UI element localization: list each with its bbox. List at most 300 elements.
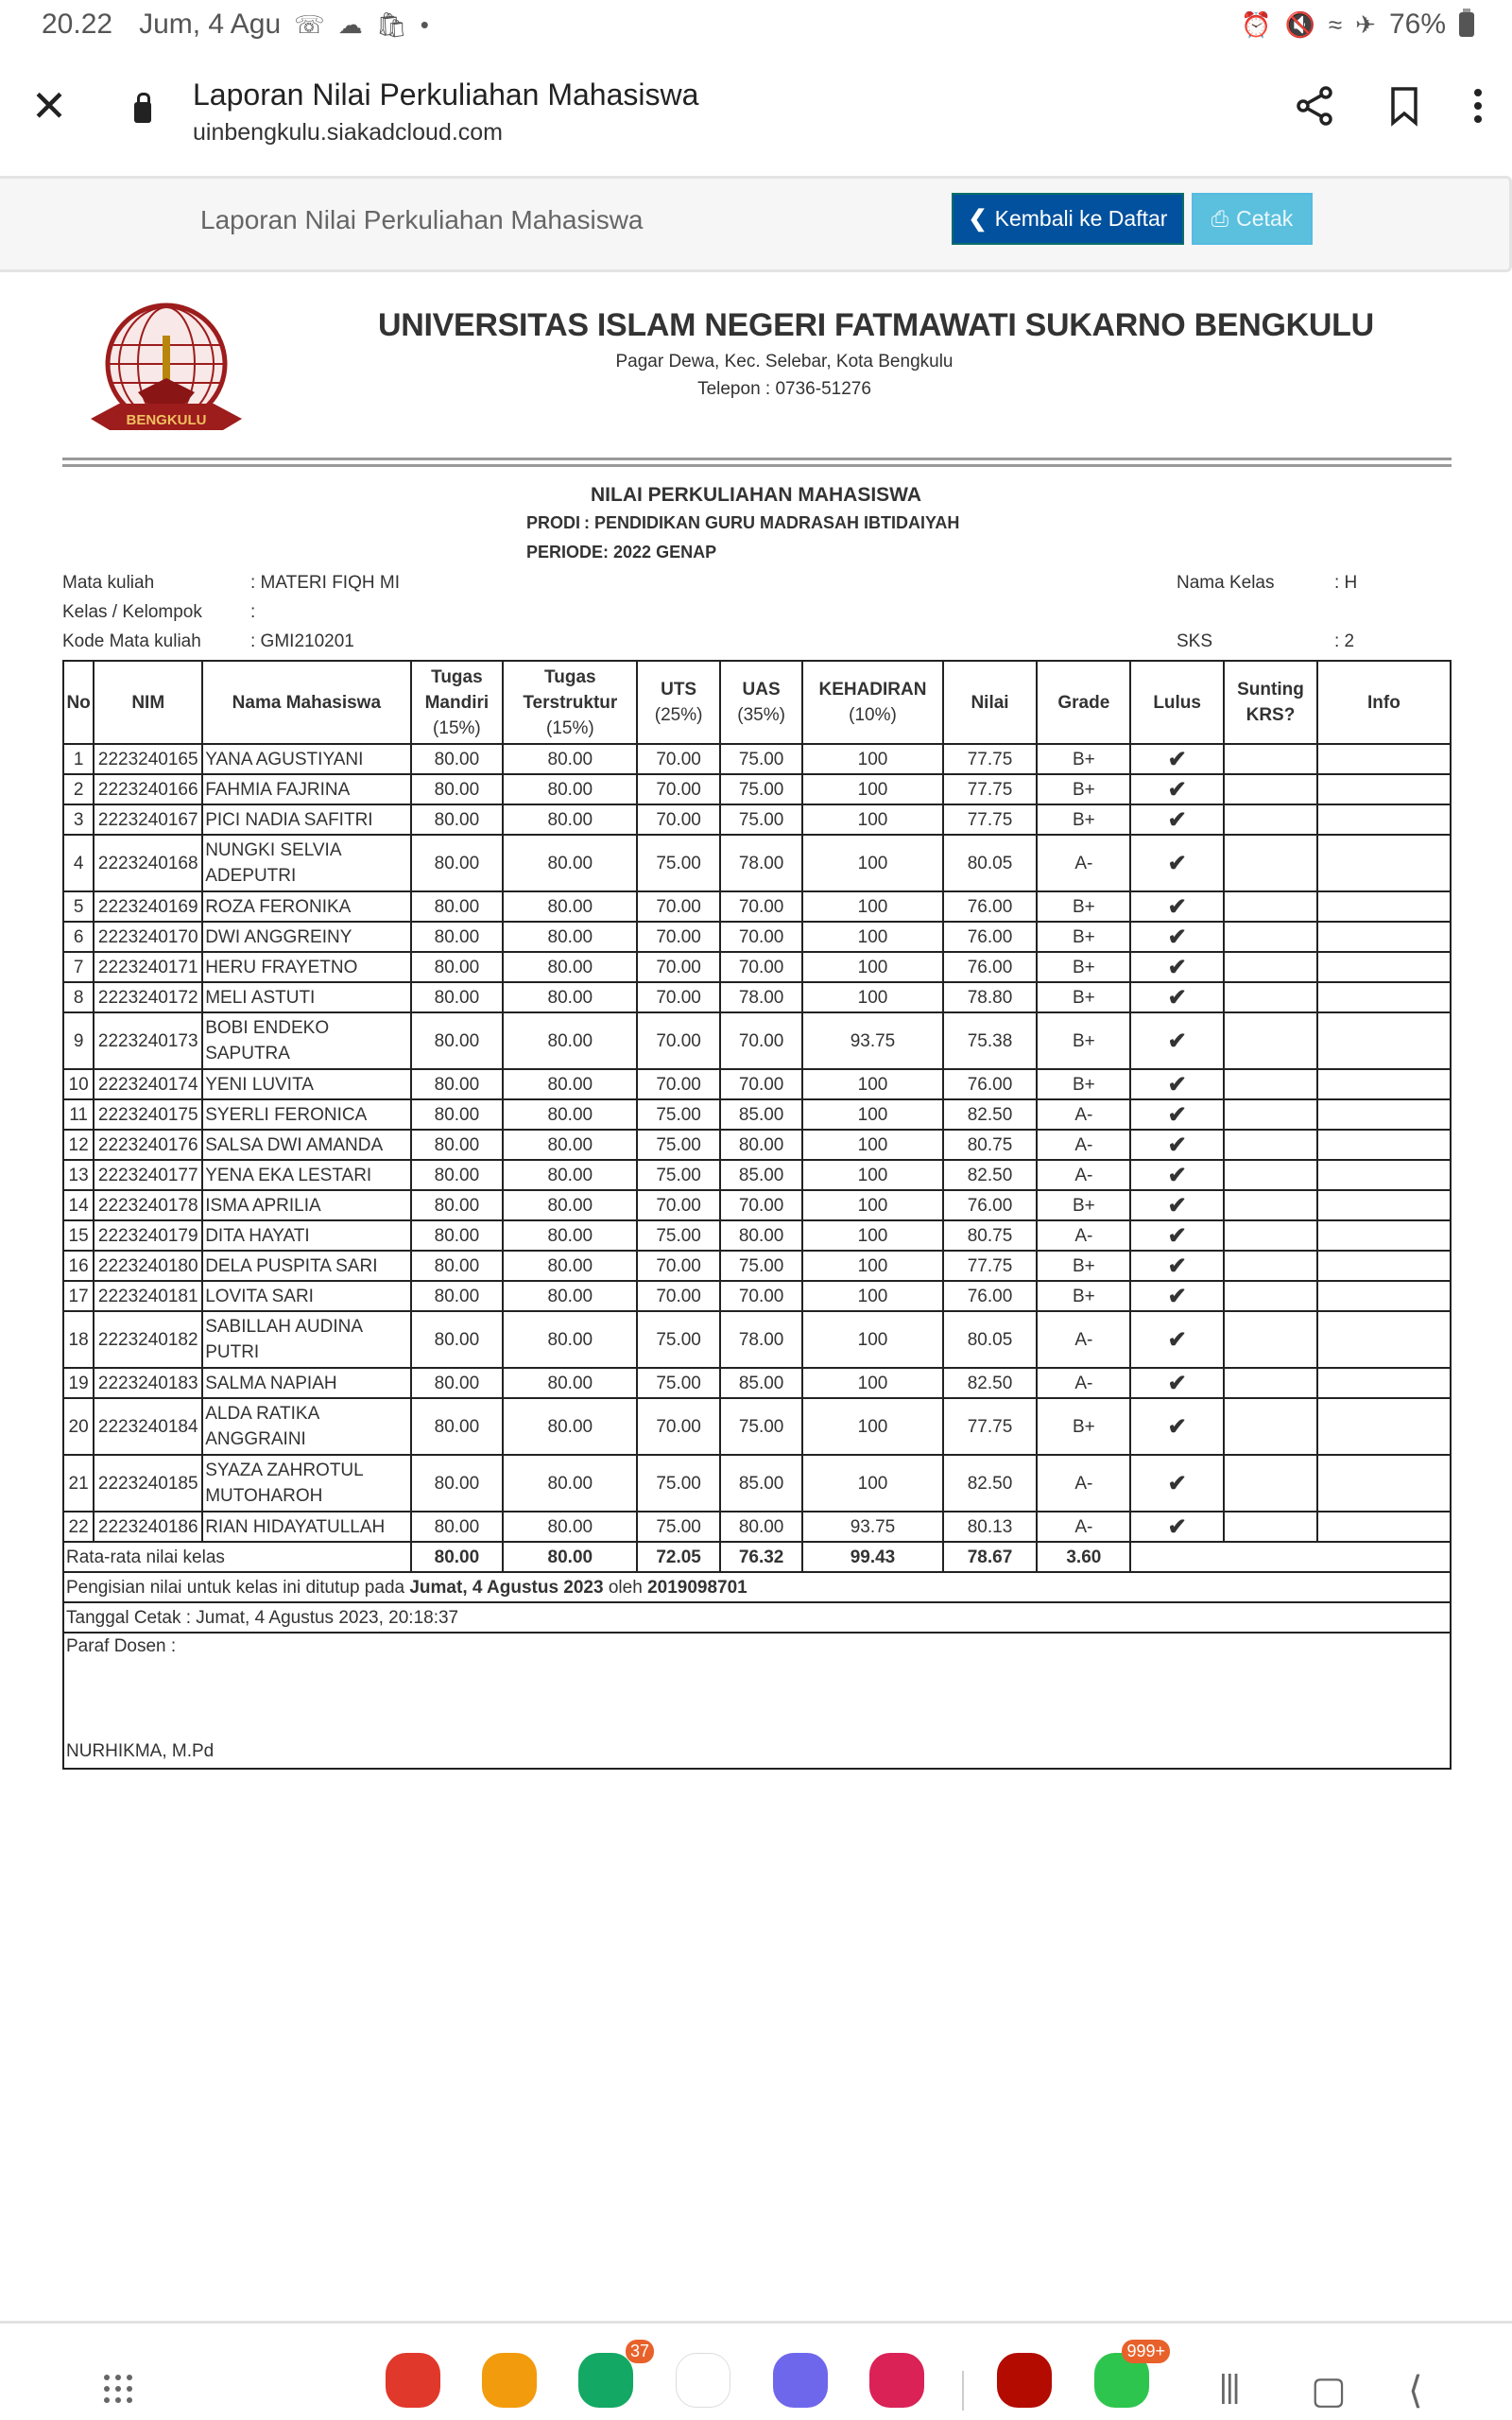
cell-tugas-terstruktur: 80.00 bbox=[503, 1130, 637, 1160]
cell-info bbox=[1317, 922, 1451, 952]
col-header-sunting-krs: Sunting KRS? bbox=[1224, 661, 1317, 744]
cell-nim: 2223240175 bbox=[94, 1099, 202, 1130]
cell-nim: 2223240184 bbox=[94, 1398, 202, 1455]
cell-nama: YENI LUVITA bbox=[202, 1069, 410, 1099]
wifi-icon: ≈ bbox=[1328, 9, 1343, 39]
cell-nama: SALSA DWI AMANDA bbox=[202, 1130, 410, 1160]
periode-line: PERIODE: 2022 GENAP bbox=[526, 543, 717, 562]
cell-nim: 2223240183 bbox=[94, 1368, 202, 1398]
cell-sunting-krs bbox=[1224, 1311, 1317, 1368]
cell-grade: B+ bbox=[1037, 922, 1130, 952]
cell-kehadiran: 100 bbox=[802, 1455, 942, 1512]
passed-check-icon: ✔ bbox=[1130, 1398, 1224, 1455]
table-row bbox=[63, 891, 1451, 922]
cell-tugas-terstruktur: 80.00 bbox=[503, 1069, 637, 1099]
cell-info bbox=[1317, 1281, 1451, 1311]
avg-grade: 3.60 bbox=[1037, 1542, 1130, 1572]
adobe-acrobat-app-icon[interactable] bbox=[997, 2353, 1052, 2408]
cell-nim: 2223240165 bbox=[94, 744, 202, 774]
cell-no: 13 bbox=[63, 1160, 94, 1190]
recent-apps-icon[interactable]: ||| bbox=[1219, 2369, 1239, 2405]
cell-uts: 75.00 bbox=[637, 835, 720, 891]
cell-uts: 70.00 bbox=[637, 804, 720, 835]
cell-uas: 78.00 bbox=[720, 1311, 803, 1368]
cell-uts: 70.00 bbox=[637, 1069, 720, 1099]
passed-check-icon: ✔ bbox=[1130, 1281, 1224, 1311]
cell-tugas-terstruktur: 80.00 bbox=[503, 1099, 637, 1130]
cell-info bbox=[1317, 982, 1451, 1012]
cell-sunting-krs bbox=[1224, 1130, 1317, 1160]
cell-kehadiran: 100 bbox=[802, 804, 942, 835]
table-row bbox=[63, 744, 1451, 774]
print-date-row bbox=[63, 1602, 1451, 1633]
table-row bbox=[63, 1130, 1451, 1160]
lecturer-name: NURHIKMA, M.Pd bbox=[66, 1741, 215, 1761]
cell-uts: 70.00 bbox=[637, 1281, 720, 1311]
table-row bbox=[63, 952, 1451, 982]
cell-nama: SYAZA ZAHROTUL MUTOHAROH bbox=[202, 1455, 410, 1512]
avg-uas: 76.32 bbox=[720, 1542, 803, 1572]
cell-uts: 70.00 bbox=[637, 1398, 720, 1455]
cell-uts: 75.00 bbox=[637, 1099, 720, 1130]
cell-nilai: 76.00 bbox=[943, 952, 1038, 982]
app-drawer-icon[interactable] bbox=[104, 2375, 138, 2409]
cell-tugas-terstruktur: 80.00 bbox=[503, 1220, 637, 1251]
cell-nim: 2223240172 bbox=[94, 982, 202, 1012]
cell-tugas-terstruktur: 80.00 bbox=[503, 1190, 637, 1220]
cell-info bbox=[1317, 1512, 1451, 1542]
cell-info bbox=[1317, 1220, 1451, 1251]
cell-uts: 70.00 bbox=[637, 1251, 720, 1281]
table-row bbox=[63, 804, 1451, 835]
my-files-app-icon[interactable] bbox=[482, 2353, 537, 2408]
cell-no: 8 bbox=[63, 982, 94, 1012]
whatsapp-app-icon[interactable] bbox=[1094, 2342, 1165, 2408]
cell-tugas-terstruktur: 80.00 bbox=[503, 1311, 637, 1368]
status-time: 20.22 bbox=[42, 9, 113, 40]
cell-info bbox=[1317, 1251, 1451, 1281]
cell-info bbox=[1317, 774, 1451, 804]
print-button[interactable] bbox=[1192, 193, 1313, 245]
col-header-lulus: Lulus bbox=[1130, 661, 1224, 744]
cell-uas: 75.00 bbox=[720, 804, 803, 835]
passed-check-icon: ✔ bbox=[1130, 1220, 1224, 1251]
cell-nim: 2223240174 bbox=[94, 1069, 202, 1099]
cell-tugas-terstruktur: 80.00 bbox=[503, 744, 637, 774]
back-to-list-button[interactable] bbox=[952, 193, 1184, 245]
print-button-label: Cetak bbox=[1236, 206, 1294, 231]
cell-no: 18 bbox=[63, 1311, 94, 1368]
samsung-internet-app-icon[interactable] bbox=[773, 2353, 828, 2408]
cell-sunting-krs bbox=[1224, 1455, 1317, 1512]
cell-no: 3 bbox=[63, 804, 94, 835]
cell-nim: 2223240181 bbox=[94, 1281, 202, 1311]
cell-grade: B+ bbox=[1037, 744, 1130, 774]
panel-title: Laporan Nilai Perkuliahan Mahasiswa bbox=[200, 205, 644, 234]
cell-grade: A- bbox=[1037, 1099, 1130, 1130]
col-header-nim: NIM bbox=[94, 661, 202, 744]
passed-check-icon: ✔ bbox=[1130, 1160, 1224, 1190]
browser-page-title: Laporan Nilai Perkuliahan Mahasiswa bbox=[193, 78, 699, 112]
cell-tugas-terstruktur: 80.00 bbox=[503, 1398, 637, 1455]
cell-nim: 2223240167 bbox=[94, 804, 202, 835]
cell-nilai: 80.75 bbox=[943, 1220, 1038, 1251]
col-header-uas: UAS (35%) bbox=[720, 661, 803, 744]
passed-check-icon: ✔ bbox=[1130, 982, 1224, 1012]
class-average-row bbox=[63, 1542, 1451, 1572]
cell-nim: 2223240166 bbox=[94, 774, 202, 804]
cell-nilai: 82.50 bbox=[943, 1455, 1038, 1512]
cell-no: 16 bbox=[63, 1251, 94, 1281]
cell-kehadiran: 100 bbox=[802, 1130, 942, 1160]
cell-grade: A- bbox=[1037, 1368, 1130, 1398]
cell-uas: 70.00 bbox=[720, 1190, 803, 1220]
cell-tugas-mandiri: 80.00 bbox=[411, 1398, 504, 1455]
cell-nama: SYERLI FERONICA bbox=[202, 1099, 410, 1130]
cell-no: 6 bbox=[63, 922, 94, 952]
cell-tugas-terstruktur: 80.00 bbox=[503, 1251, 637, 1281]
table-row bbox=[63, 1069, 1451, 1099]
battery-icon bbox=[1459, 12, 1474, 37]
table-row bbox=[63, 1512, 1451, 1542]
cell-nama: ROZA FERONIKA bbox=[202, 891, 410, 922]
cell-grade: A- bbox=[1037, 1512, 1130, 1542]
avg-empty bbox=[1130, 1542, 1451, 1572]
cell-no: 14 bbox=[63, 1190, 94, 1220]
cell-nilai: 80.13 bbox=[943, 1512, 1038, 1542]
mute-icon: 🔇 bbox=[1284, 9, 1315, 39]
cell-kehadiran: 100 bbox=[802, 744, 942, 774]
cell-uts: 70.00 bbox=[637, 952, 720, 982]
passed-check-icon: ✔ bbox=[1130, 1512, 1224, 1542]
notification-badge: 37 bbox=[626, 2340, 654, 2363]
cell-nim: 2223240177 bbox=[94, 1160, 202, 1190]
cell-uas: 75.00 bbox=[720, 774, 803, 804]
cell-nama: FAHMIA FAJRINA bbox=[202, 774, 410, 804]
cell-kehadiran: 100 bbox=[802, 1311, 942, 1368]
cell-info bbox=[1317, 1455, 1451, 1512]
table-row bbox=[63, 1012, 1451, 1069]
cell-nama: BOBI ENDEKO SAPUTRA bbox=[202, 1012, 410, 1069]
cell-grade: A- bbox=[1037, 1130, 1130, 1160]
cell-no: 4 bbox=[63, 835, 94, 891]
cell-no: 17 bbox=[63, 1281, 94, 1311]
cell-sunting-krs bbox=[1224, 804, 1317, 835]
cell-tugas-mandiri: 80.00 bbox=[411, 1251, 504, 1281]
cell-kehadiran: 93.75 bbox=[802, 1512, 942, 1542]
cell-uas: 75.00 bbox=[720, 744, 803, 774]
passed-check-icon: ✔ bbox=[1130, 1455, 1224, 1512]
cell-nim: 2223240169 bbox=[94, 891, 202, 922]
passed-check-icon: ✔ bbox=[1130, 1069, 1224, 1099]
col-header-nilai: Nilai bbox=[943, 661, 1038, 744]
phone-app-icon[interactable] bbox=[578, 2342, 649, 2408]
cell-tugas-terstruktur: 80.00 bbox=[503, 1368, 637, 1398]
cell-tugas-terstruktur: 80.00 bbox=[503, 922, 637, 952]
cell-nama: DITA HAYATI bbox=[202, 1220, 410, 1251]
cell-tugas-mandiri: 80.00 bbox=[411, 774, 504, 804]
cell-tugas-mandiri: 80.00 bbox=[411, 1220, 504, 1251]
cell-sunting-krs bbox=[1224, 922, 1317, 952]
share-icon[interactable] bbox=[1295, 85, 1336, 127]
cell-info bbox=[1317, 891, 1451, 922]
cell-nilai: 80.75 bbox=[943, 1130, 1038, 1160]
cell-nilai: 77.75 bbox=[943, 1251, 1038, 1281]
cell-nama: PICI NADIA SAFITRI bbox=[202, 804, 410, 835]
cell-nim: 2223240180 bbox=[94, 1251, 202, 1281]
android-nav-bar bbox=[0, 2321, 1512, 2420]
university-address: Pagar Dewa, Kec. Selebar, Kota Bengkulu bbox=[615, 352, 954, 372]
prodi-line: PRODI : PENDIDIKAN GURU MADRASAH IBTIDAIYAH bbox=[526, 513, 960, 532]
closed-note-row bbox=[63, 1572, 1451, 1602]
cell-tugas-mandiri: 80.00 bbox=[411, 1190, 504, 1220]
cell-uts: 75.00 bbox=[637, 1160, 720, 1190]
cell-tugas-terstruktur: 80.00 bbox=[503, 1160, 637, 1190]
cell-uts: 70.00 bbox=[637, 774, 720, 804]
cell-nim: 2223240173 bbox=[94, 1012, 202, 1069]
cell-nim: 2223240185 bbox=[94, 1455, 202, 1512]
table-row bbox=[63, 1368, 1451, 1398]
cell-nilai: 77.75 bbox=[943, 774, 1038, 804]
cell-uas: 80.00 bbox=[720, 1130, 803, 1160]
cell-no: 15 bbox=[63, 1220, 94, 1251]
dock-divider bbox=[962, 2371, 964, 2411]
browser-url[interactable]: uinbengkulu.siakadcloud.com bbox=[193, 119, 503, 146]
cell-sunting-krs bbox=[1224, 952, 1317, 982]
avg-kehadiran: 99.43 bbox=[802, 1542, 942, 1572]
cell-tugas-mandiri: 80.00 bbox=[411, 835, 504, 891]
cell-no: 20 bbox=[63, 1398, 94, 1455]
cell-kehadiran: 100 bbox=[802, 1251, 942, 1281]
cell-nilai: 75.38 bbox=[943, 1012, 1038, 1069]
cell-nilai: 82.50 bbox=[943, 1368, 1038, 1398]
col-header-tugas-terstruktur: Tugas Terstruktur (15%) bbox=[503, 661, 637, 744]
cell-nilai: 76.00 bbox=[943, 1281, 1038, 1311]
closed-note: Pengisian nilai untuk kelas ini ditutup pada Jumat, 4 Agustus 2023 oleh 2019098701 bbox=[63, 1572, 1451, 1602]
cell-no: 21 bbox=[63, 1455, 94, 1512]
cell-uas: 70.00 bbox=[720, 1012, 803, 1069]
cell-uts: 70.00 bbox=[637, 1190, 720, 1220]
cell-grade: A- bbox=[1037, 835, 1130, 891]
signature-row bbox=[63, 1633, 1451, 1769]
cell-uas: 85.00 bbox=[720, 1368, 803, 1398]
cell-kehadiran: 100 bbox=[802, 1398, 942, 1455]
cell-uas: 78.00 bbox=[720, 835, 803, 891]
grades-table bbox=[62, 660, 1452, 1770]
cell-no: 2 bbox=[63, 774, 94, 804]
table-row bbox=[63, 1281, 1451, 1311]
avg-tugas-terstruktur: 80.00 bbox=[503, 1542, 637, 1572]
cell-kehadiran: 100 bbox=[802, 922, 942, 952]
table-row bbox=[63, 1311, 1451, 1368]
cell-uts: 75.00 bbox=[637, 1130, 720, 1160]
cell-no: 1 bbox=[63, 744, 94, 774]
cell-uas: 70.00 bbox=[720, 952, 803, 982]
cell-tugas-mandiri: 80.00 bbox=[411, 1512, 504, 1542]
browser-toolbar bbox=[0, 57, 1512, 170]
messages-app-icon[interactable] bbox=[676, 2353, 730, 2408]
shopee-icon: 🛍 bbox=[375, 9, 407, 39]
cell-uts: 70.00 bbox=[637, 982, 720, 1012]
header-divider bbox=[62, 464, 1452, 467]
status-bar bbox=[0, 0, 1512, 49]
university-phone: Telepon : 0736-51276 bbox=[697, 379, 871, 399]
cell-grade: B+ bbox=[1037, 952, 1130, 982]
whatsapp-icon: ☏ bbox=[294, 9, 325, 39]
cell-uas: 85.00 bbox=[720, 1099, 803, 1130]
cell-nim: 2223240186 bbox=[94, 1512, 202, 1542]
cell-info bbox=[1317, 1099, 1451, 1130]
passed-check-icon: ✔ bbox=[1130, 804, 1224, 835]
col-header-uts: UTS (25%) bbox=[637, 661, 720, 744]
cell-nama: LOVITA SARI bbox=[202, 1281, 410, 1311]
cell-tugas-mandiri: 80.00 bbox=[411, 891, 504, 922]
cell-kehadiran: 100 bbox=[802, 1160, 942, 1190]
cell-info bbox=[1317, 1069, 1451, 1099]
cell-kehadiran: 100 bbox=[802, 835, 942, 891]
cell-nilai: 76.00 bbox=[943, 922, 1038, 952]
cell-no: 19 bbox=[63, 1368, 94, 1398]
cell-grade: A- bbox=[1037, 1311, 1130, 1368]
passed-check-icon: ✔ bbox=[1130, 1012, 1224, 1069]
cloud-icon: ☁ bbox=[337, 9, 363, 39]
cell-uts: 70.00 bbox=[637, 1012, 720, 1069]
cell-no: 5 bbox=[63, 891, 94, 922]
cell-grade: B+ bbox=[1037, 1281, 1130, 1311]
cell-sunting-krs bbox=[1224, 774, 1317, 804]
samsung-notes-app-icon[interactable] bbox=[386, 2353, 440, 2408]
passed-check-icon: ✔ bbox=[1130, 1099, 1224, 1130]
cell-kehadiran: 100 bbox=[802, 1099, 942, 1130]
passed-check-icon: ✔ bbox=[1130, 1311, 1224, 1368]
passed-check-icon: ✔ bbox=[1130, 952, 1224, 982]
cell-tugas-mandiri: 80.00 bbox=[411, 1069, 504, 1099]
signature-label: Paraf Dosen : bbox=[66, 1636, 177, 1656]
col-header-tugas-mandiri: Tugas Mandiri (15%) bbox=[411, 661, 504, 744]
report-title: NILAI PERKULIAHAN MAHASISWA bbox=[591, 484, 921, 506]
cell-tugas-terstruktur: 80.00 bbox=[503, 804, 637, 835]
cell-uts: 70.00 bbox=[637, 891, 720, 922]
col-header-info: Info bbox=[1317, 661, 1451, 744]
cell-sunting-krs bbox=[1224, 1099, 1317, 1130]
cell-no: 11 bbox=[63, 1099, 94, 1130]
cell-sunting-krs bbox=[1224, 1012, 1317, 1069]
home-icon[interactable]: ▢ bbox=[1311, 2370, 1347, 2411]
cell-tugas-terstruktur: 80.00 bbox=[503, 1281, 637, 1311]
cell-tugas-terstruktur: 80.00 bbox=[503, 774, 637, 804]
table-row bbox=[63, 835, 1451, 891]
cell-sunting-krs bbox=[1224, 1251, 1317, 1281]
cell-kehadiran: 100 bbox=[802, 1368, 942, 1398]
print-date: Tanggal Cetak : Jumat, 4 Agustus 2023, 20:18:37 bbox=[63, 1602, 1451, 1633]
cell-kehadiran: 100 bbox=[802, 982, 942, 1012]
status-date: Jum, 4 Agu bbox=[139, 9, 282, 40]
cell-nama: SALMA NAPIAH bbox=[202, 1368, 410, 1398]
cell-tugas-terstruktur: 80.00 bbox=[503, 835, 637, 891]
cell-sunting-krs bbox=[1224, 1190, 1317, 1220]
cell-nilai: 77.75 bbox=[943, 744, 1038, 774]
battery-percent: 76% bbox=[1388, 9, 1446, 40]
table-row bbox=[63, 1099, 1451, 1130]
cell-kehadiran: 93.75 bbox=[802, 1012, 942, 1069]
col-header-kehadiran: KEHADIRAN (10%) bbox=[802, 661, 942, 744]
close-tab-button[interactable]: ✕ bbox=[30, 81, 68, 130]
cell-uas: 78.00 bbox=[720, 982, 803, 1012]
cell-nama: SABILLAH AUDINA PUTRI bbox=[202, 1311, 410, 1368]
cell-nama: HERU FRAYETNO bbox=[202, 952, 410, 982]
cell-nama: DWI ANGGREINY bbox=[202, 922, 410, 952]
cell-info bbox=[1317, 835, 1451, 891]
avg-uts: 72.05 bbox=[637, 1542, 720, 1572]
cell-no: 22 bbox=[63, 1512, 94, 1542]
print-icon: ⎙ bbox=[1211, 206, 1229, 231]
table-row bbox=[63, 1190, 1451, 1220]
cell-tugas-mandiri: 80.00 bbox=[411, 952, 504, 982]
cell-no: 12 bbox=[63, 1130, 94, 1160]
back-icon[interactable]: ⟨ bbox=[1408, 2370, 1423, 2411]
cell-uts: 75.00 bbox=[637, 1368, 720, 1398]
cell-kehadiran: 100 bbox=[802, 891, 942, 922]
cell-sunting-krs bbox=[1224, 982, 1317, 1012]
cell-tugas-mandiri: 80.00 bbox=[411, 982, 504, 1012]
cell-grade: A- bbox=[1037, 1455, 1130, 1512]
cell-grade: A- bbox=[1037, 1220, 1130, 1251]
cell-nim: 2223240182 bbox=[94, 1311, 202, 1368]
cell-kehadiran: 100 bbox=[802, 1190, 942, 1220]
passed-check-icon: ✔ bbox=[1130, 1251, 1224, 1281]
passed-check-icon: ✔ bbox=[1130, 835, 1224, 891]
table-row bbox=[63, 1160, 1451, 1190]
col-header-no: No bbox=[63, 661, 94, 744]
cell-uas: 70.00 bbox=[720, 922, 803, 952]
cell-sunting-krs bbox=[1224, 1160, 1317, 1190]
cell-tugas-terstruktur: 80.00 bbox=[503, 891, 637, 922]
dot-icon: • bbox=[420, 9, 429, 39]
avg-nilai: 78.67 bbox=[943, 1542, 1038, 1572]
cell-nilai: 76.00 bbox=[943, 1069, 1038, 1099]
cell-grade: B+ bbox=[1037, 891, 1130, 922]
cell-uas: 75.00 bbox=[720, 1398, 803, 1455]
university-logo bbox=[81, 298, 251, 451]
more-icon[interactable] bbox=[1472, 85, 1484, 127]
cell-kehadiran: 100 bbox=[802, 1069, 942, 1099]
cell-info bbox=[1317, 744, 1451, 774]
passed-check-icon: ✔ bbox=[1130, 744, 1224, 774]
cell-uts: 75.00 bbox=[637, 1455, 720, 1512]
cell-uas: 70.00 bbox=[720, 1281, 803, 1311]
cell-grade: B+ bbox=[1037, 982, 1130, 1012]
lock-icon bbox=[134, 102, 151, 123]
cell-nilai: 80.05 bbox=[943, 835, 1038, 891]
cell-tugas-mandiri: 80.00 bbox=[411, 1368, 504, 1398]
cell-sunting-krs bbox=[1224, 1368, 1317, 1398]
table-row bbox=[63, 922, 1451, 952]
cell-uts: 75.00 bbox=[637, 1512, 720, 1542]
table-row bbox=[63, 1251, 1451, 1281]
cell-grade: A- bbox=[1037, 1160, 1130, 1190]
cell-nama: NUNGKI SELVIA ADEPUTRI bbox=[202, 835, 410, 891]
cell-no: 9 bbox=[63, 1012, 94, 1069]
table-row bbox=[63, 774, 1451, 804]
average-label: Rata-rata nilai kelas bbox=[63, 1542, 411, 1572]
cell-nilai: 76.00 bbox=[943, 891, 1038, 922]
bookmark-icon[interactable] bbox=[1387, 85, 1421, 127]
cell-tugas-terstruktur: 80.00 bbox=[503, 1012, 637, 1069]
cell-nim: 2223240176 bbox=[94, 1130, 202, 1160]
cell-sunting-krs bbox=[1224, 1512, 1317, 1542]
screen-recorder-app-icon[interactable] bbox=[869, 2353, 924, 2408]
cell-tugas-mandiri: 80.00 bbox=[411, 1311, 504, 1368]
